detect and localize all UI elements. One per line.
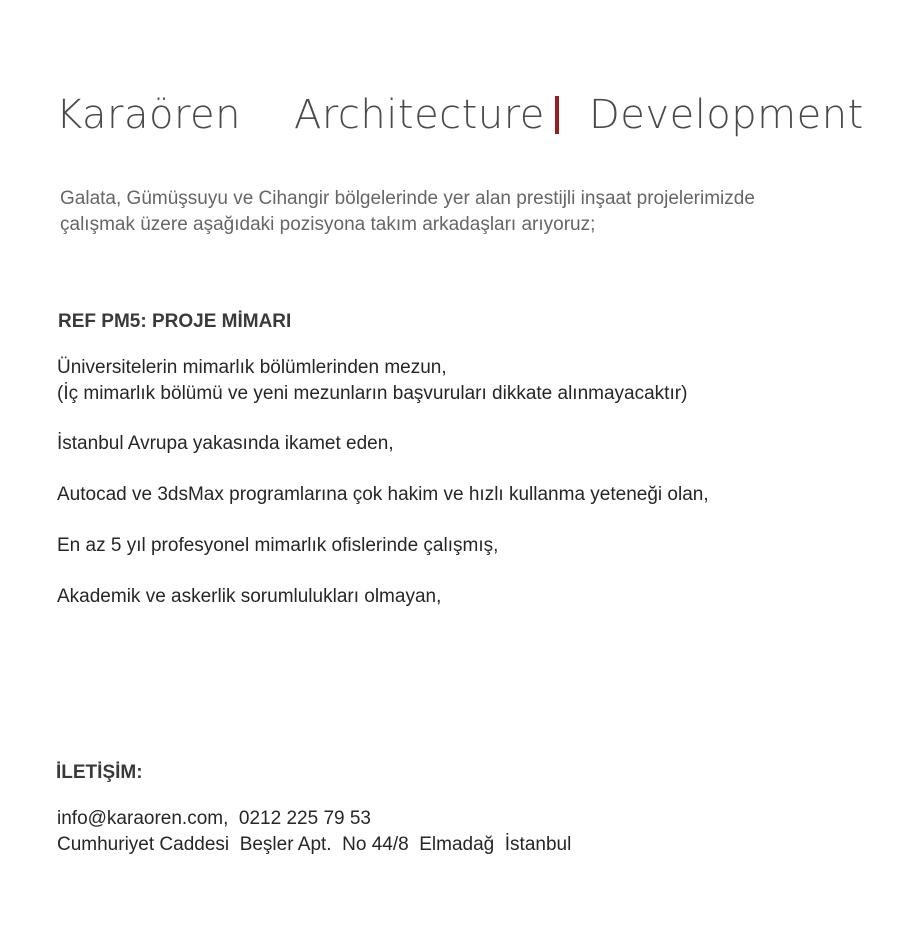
requirement-note: (İç mimarlık bölümü ve yeni mezunların başvuruları dikkate alınmayacaktır) [57, 383, 688, 404]
brand-name: Karaören [56, 92, 241, 138]
requirement-experience: En az 5 yıl profesyonel mimarlık ofislerinde çalışmış, [57, 535, 499, 556]
requirement-graduation [57, 355, 687, 407]
contact-title: İLETİŞİM: [56, 762, 143, 783]
header [56, 92, 864, 148]
position-title: REF PM5: PROJE MİMARI [58, 311, 292, 332]
requirement-line: Üniversitelerin mimarlık bölümlerinden mezun, [57, 357, 447, 378]
intro-line-2: çalışmak üzere aşağıdaki pozisyona takım arkadaşları arıyoruz; [60, 214, 596, 235]
contact-address: Cumhuriyet Caddesi Beşler Apt. No 44/8 Elmadağ İstanbul [57, 834, 572, 855]
contact-email-phone[interactable]: info@karaoren.com, 0212 225 79 53 [57, 808, 371, 829]
intro-line-1: Galata, Gümüşsuyu ve Cihangir bölgelerinde yer alan prestijli inşaat projelerimizde [60, 188, 755, 209]
requirement-residence: İstanbul Avrupa yakasında ikamet eden, [57, 433, 394, 454]
sector-architecture: Architecture [294, 92, 545, 138]
requirement-obligations: Akademik ve askerlik sorumlulukları olmayan, [57, 586, 442, 607]
sector-development: Development [589, 92, 864, 138]
requirement-software: Autocad ve 3dsMax programlarına çok hakim ve hızlı kullanma yeteneği olan, [57, 484, 709, 505]
intro-paragraph [60, 186, 860, 238]
header-divider [555, 96, 559, 134]
